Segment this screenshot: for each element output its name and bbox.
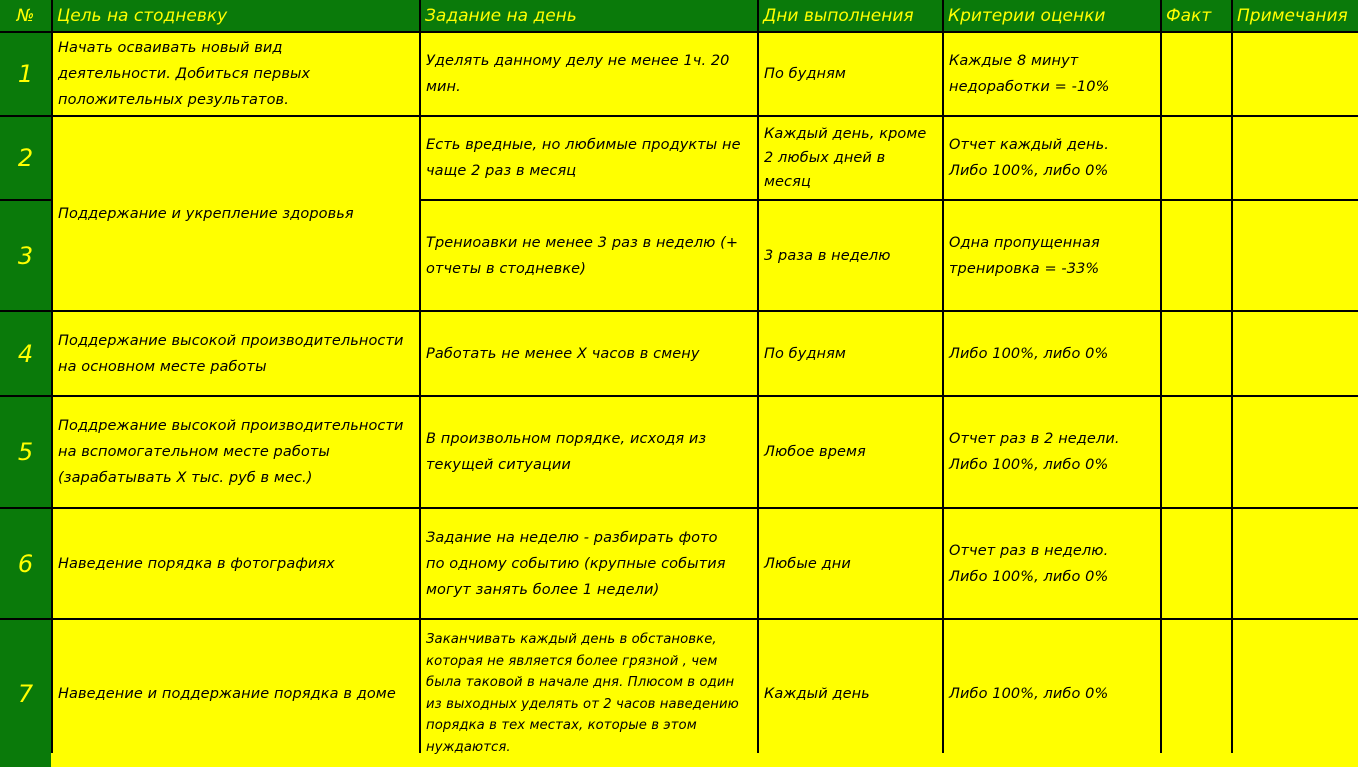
task-cell[interactable]: Работать не менее Х часов в смену [421,312,757,395]
row-number-cell[interactable]: 7 [0,620,51,767]
days-cell[interactable]: Любое время [759,397,942,507]
notes-cell[interactable] [1233,117,1358,199]
notes-cell[interactable] [1233,312,1358,395]
goal-cell[interactable]: Поддержание и укрепление здоровья [53,117,419,310]
row-number-cell[interactable]: 3 [0,201,51,310]
criteria-cell[interactable]: Либо 100%, либо 0% [944,620,1160,767]
days-cell[interactable]: Любые дни [759,509,942,618]
task-cell[interactable]: Уделять данному делу не менее 1ч. 20 мин. [421,33,757,115]
notes-cell[interactable] [1233,33,1358,115]
criteria-cell[interactable]: Отчет раз в 2 недели. Либо 100%, либо 0% [944,397,1160,507]
row-number-cell[interactable]: 2 [0,117,51,199]
row-number-cell[interactable]: 6 [0,509,51,618]
notes-cell[interactable] [1233,201,1358,310]
task-cell[interactable]: Есть вредные, но любимые продукты не чаще 2 раз в месяц [421,117,757,199]
header-days[interactable]: Дни выполнения [759,0,942,31]
row-number-cell[interactable]: 4 [0,312,51,395]
criteria-cell[interactable]: Либо 100%, либо 0% [944,312,1160,395]
task-cell[interactable]: В произвольном порядке, исходя из текущей ситуации [421,397,757,507]
header-task[interactable]: Задание на день [421,0,757,31]
goal-cell[interactable]: Поддрежание высокой производительности на вспомогательном месте работы (зарабатывать Х тыс. руб в мес.) [53,397,419,507]
days-cell[interactable]: По будням [759,33,942,115]
notes-cell[interactable] [1233,397,1358,507]
header-notes[interactable]: Примечания [1233,0,1358,31]
days-cell[interactable]: По будням [759,312,942,395]
fact-cell[interactable] [1162,509,1231,618]
header-num[interactable]: № [0,0,51,31]
fact-cell[interactable] [1162,117,1231,199]
criteria-cell[interactable]: Одна пропущенная тренировка = -33% [944,201,1160,310]
fact-cell[interactable] [1162,201,1231,310]
days-cell[interactable]: Каждый день [759,620,942,767]
fact-cell[interactable] [1162,33,1231,115]
days-cell[interactable]: 3 раза в неделю [759,201,942,310]
fact-cell[interactable] [1162,312,1231,395]
row-number-cell[interactable]: 1 [0,33,51,115]
days-cell[interactable]: Каждый день, кроме 2 любых дней в месяц [759,117,942,199]
task-cell[interactable]: Заканчивать каждый день в обстановке, которая не является более грязной , чем была таковой в начале дня. Плюсом в один из выходных уделять от 2 часов наведению порядка в тех местах, которые в этом нуждаются. [421,620,757,767]
fact-cell[interactable] [1162,397,1231,507]
goal-cell[interactable]: Наведение порядка в фотографиях [53,509,419,618]
goal-cell[interactable]: Начать осваивать новый вид деятельности. Добиться первых положительных результатов. [53,33,419,115]
fact-cell[interactable] [1162,620,1231,767]
goal-cell[interactable]: Поддержание высокой производительности на основном месте работы [53,312,419,395]
task-cell[interactable]: Трениоавки не менее 3 раз в неделю (+ отчеты в стодневке) [421,201,757,310]
criteria-cell[interactable]: Каждые 8 минут недоработки = -10% [944,33,1160,115]
task-cell[interactable]: Задание на неделю - разбирать фото по одному событию (крупные события могут занять более 1 недели) [421,509,757,618]
header-fact[interactable]: Факт [1162,0,1231,31]
goal-cell[interactable]: Наведение и поддержание порядка в доме [53,620,419,767]
notes-cell[interactable] [1233,620,1358,767]
criteria-cell[interactable]: Отчет каждый день. Либо 100%, либо 0% [944,117,1160,199]
criteria-cell[interactable]: Отчет раз в неделю. Либо 100%, либо 0% [944,509,1160,618]
row-number-cell[interactable]: 5 [0,397,51,507]
header-criteria[interactable]: Критерии оценки [944,0,1160,31]
notes-cell[interactable] [1233,509,1358,618]
header-goal[interactable]: Цель на стодневку [53,0,419,31]
